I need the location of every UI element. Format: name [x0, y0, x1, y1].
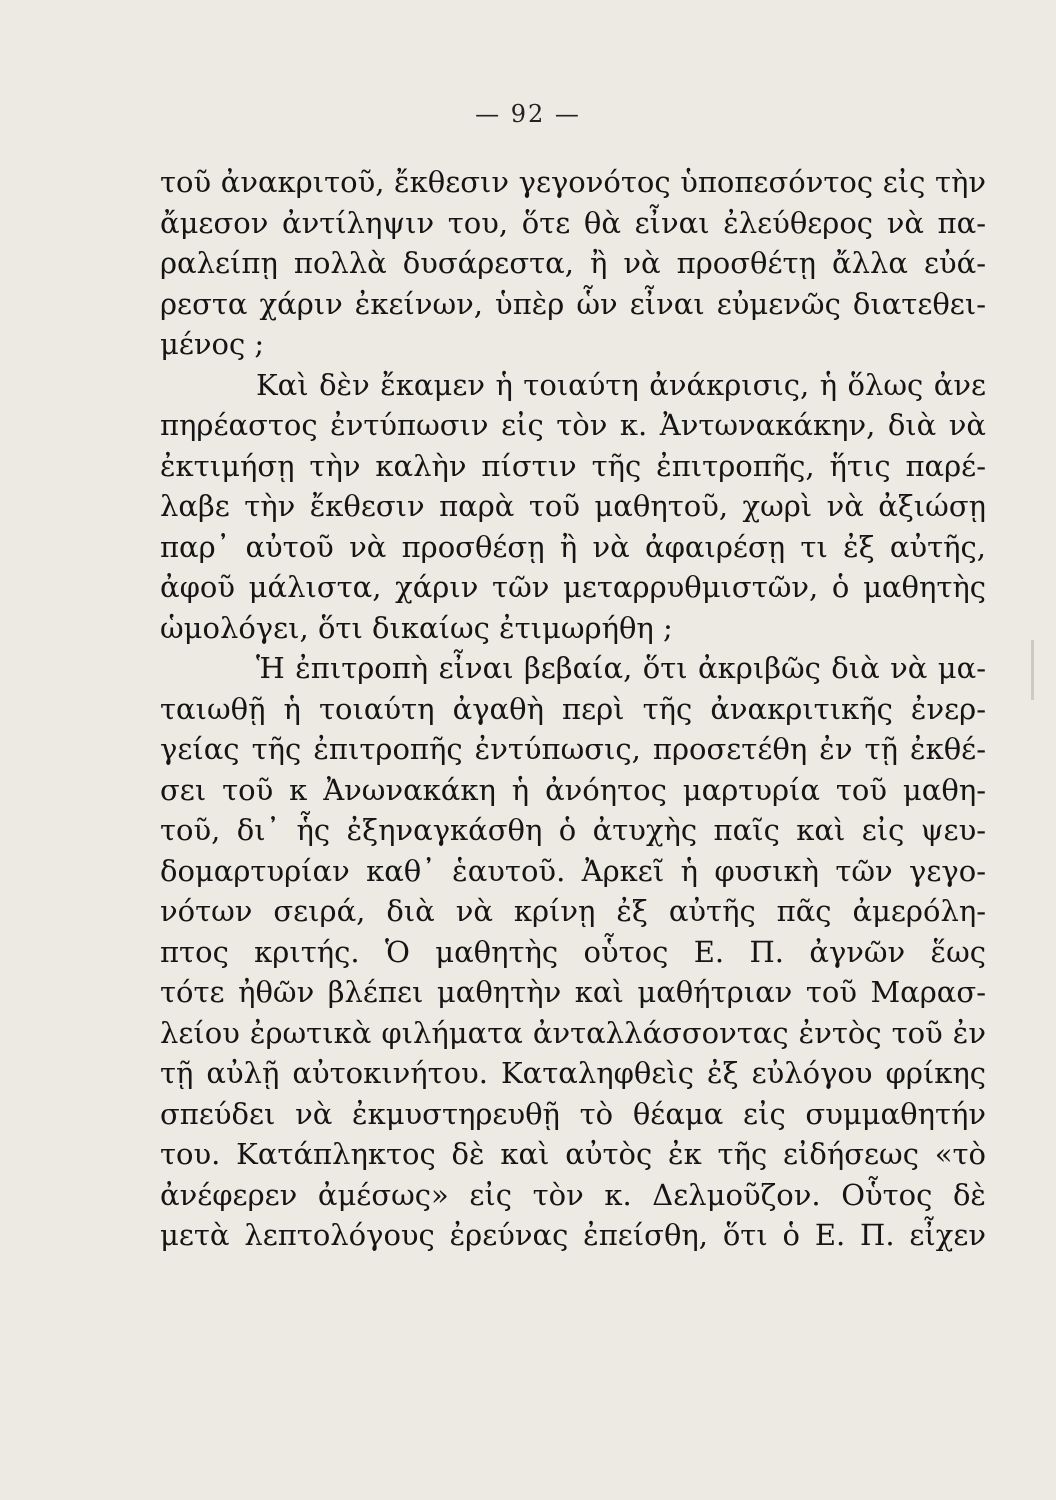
text-line: δομαρτυρίαν καθ᾽ ἑαυτοῦ. Ἀρκεῖ ἡ φυσικὴ τῶν γεγο- — [160, 853, 986, 888]
text-line: λαβε τὴν ἔκθεσιν παρὰ τοῦ μαθητοῦ, χωρὶ νὰ ἀξιώσῃ — [160, 489, 986, 523]
text-line: τότε ἠθῶν βλέπει μαθητὴν καὶ μαθήτριαν τοῦ Μαρασ- — [160, 975, 986, 1009]
paragraph-start-line: Καὶ δὲν ἔκαμεν ἡ τοιαύτη ἀνάκρισις, ἡ ὅλως ἀνε — [256, 367, 986, 402]
text-line: παρ᾽ αὐτοῦ νὰ προσθέσῃ ἢ νὰ ἀφαιρέσῃ τι ἐξ αὐτῆς, — [160, 529, 986, 564]
text-line: ρεστα χάριν ἐκείνων, ὑπὲρ ὧν εἶναι εὐμενῶς διατεθει- — [160, 286, 986, 321]
text-line: του. Κατάπληκτος δὲ καὶ αὐτὸς ἐκ τῆς εἰδήσεως «τὸ — [160, 1137, 986, 1171]
text-line: μένος ; — [160, 327, 265, 361]
text-line: μετὰ λεπτολόγους ἐρεύνας ἐπείσθη, ὅτι ὁ Ε. Π. εἶχεν — [160, 1218, 986, 1252]
text-line: πηρέαστος ἐντύπωσιν εἰς τὸν κ. Ἀντωνακάκην, διὰ νὰ — [160, 408, 986, 442]
paragraph-start-line: Ἡ ἐπιτροπὴ εἶναι βεβαία, ὅτι ἀκριβῶς διὰ νὰ μα- — [256, 651, 986, 685]
text-line: λείου ἐρωτικὰ φιλήματα ἀνταλλάσσοντας ἐντὸς τοῦ ἐν — [160, 1015, 986, 1050]
text-line: τῇ αὐλῇ αὐτοκινήτου. Καταληφθεὶς ἐξ εὐλόγου φρίκης — [160, 1056, 986, 1090]
text-line: ταιωθῇ ἡ τοιαύτη ἀγαθὴ περὶ τῆς ἀνακριτικῆς ἐνερ- — [160, 691, 986, 726]
text-line: σπεύδει νὰ ἐκμυστηρευθῇ τὸ θέαμα εἰς συμμαθητήν — [160, 1096, 986, 1131]
text-line: τοῦ, δι᾽ ἧς ἐξηναγκάσθη ὁ ἀτυχὴς παῖς καὶ εἰς ψευ- — [160, 813, 986, 847]
text-line: ἀφοῦ μάλιστα, χάριν τῶν μεταρρυθμιστῶν, ὁ μαθητὴς — [160, 570, 986, 604]
text-line: γείας τῆς ἐπιτροπῆς ἐντύπωσις, προσετέθη ἐν τῇ ἐκθέ- — [160, 732, 986, 766]
page-number: — 92 — — [475, 100, 581, 128]
text-line: ἐκτιμήσῃ τὴν καλὴν πίστιν τῆς ἐπιτροπῆς, ἥτις παρέ- — [160, 448, 986, 483]
text-line: ἄμεσον ἀντίληψιν του, ὅτε θὰ εἶναι ἐλεύθερος νὰ πα- — [160, 205, 986, 240]
text-line: σει τοῦ κ Ἀνωνακάκη ἡ ἀνόητος μαρτυρία τοῦ μαθη- — [160, 772, 986, 807]
text-line: ἀνέφερεν ἀμέσως» εἰς τὸν κ. Δελμοῦζον. Οὗτος δὲ — [160, 1177, 986, 1212]
text-line: νότων σειρά, διὰ νὰ κρίνῃ ἐξ αὐτῆς πᾶς ἀμερόλη- — [160, 894, 986, 928]
text-line: ραλείπῃ πολλὰ δυσάρεστα, ἢ νὰ προσθέτῃ ἄλλα εὐά- — [160, 246, 986, 280]
body-text — [160, 162, 986, 1256]
text-line: ὡμολόγει, ὅτι δικαίως ἐτιμωρήθη ; — [160, 610, 673, 645]
page-edge-mark — [1031, 640, 1034, 700]
text-line: πτος κριτής. Ὁ μαθητὴς οὗτος Ε. Π. ἀγνῶν ἕως — [160, 934, 986, 969]
text-line: τοῦ ἀνακριτοῦ, ἔκθεσιν γεγονότος ὑποπεσόντος εἰς τὴν — [160, 165, 986, 199]
